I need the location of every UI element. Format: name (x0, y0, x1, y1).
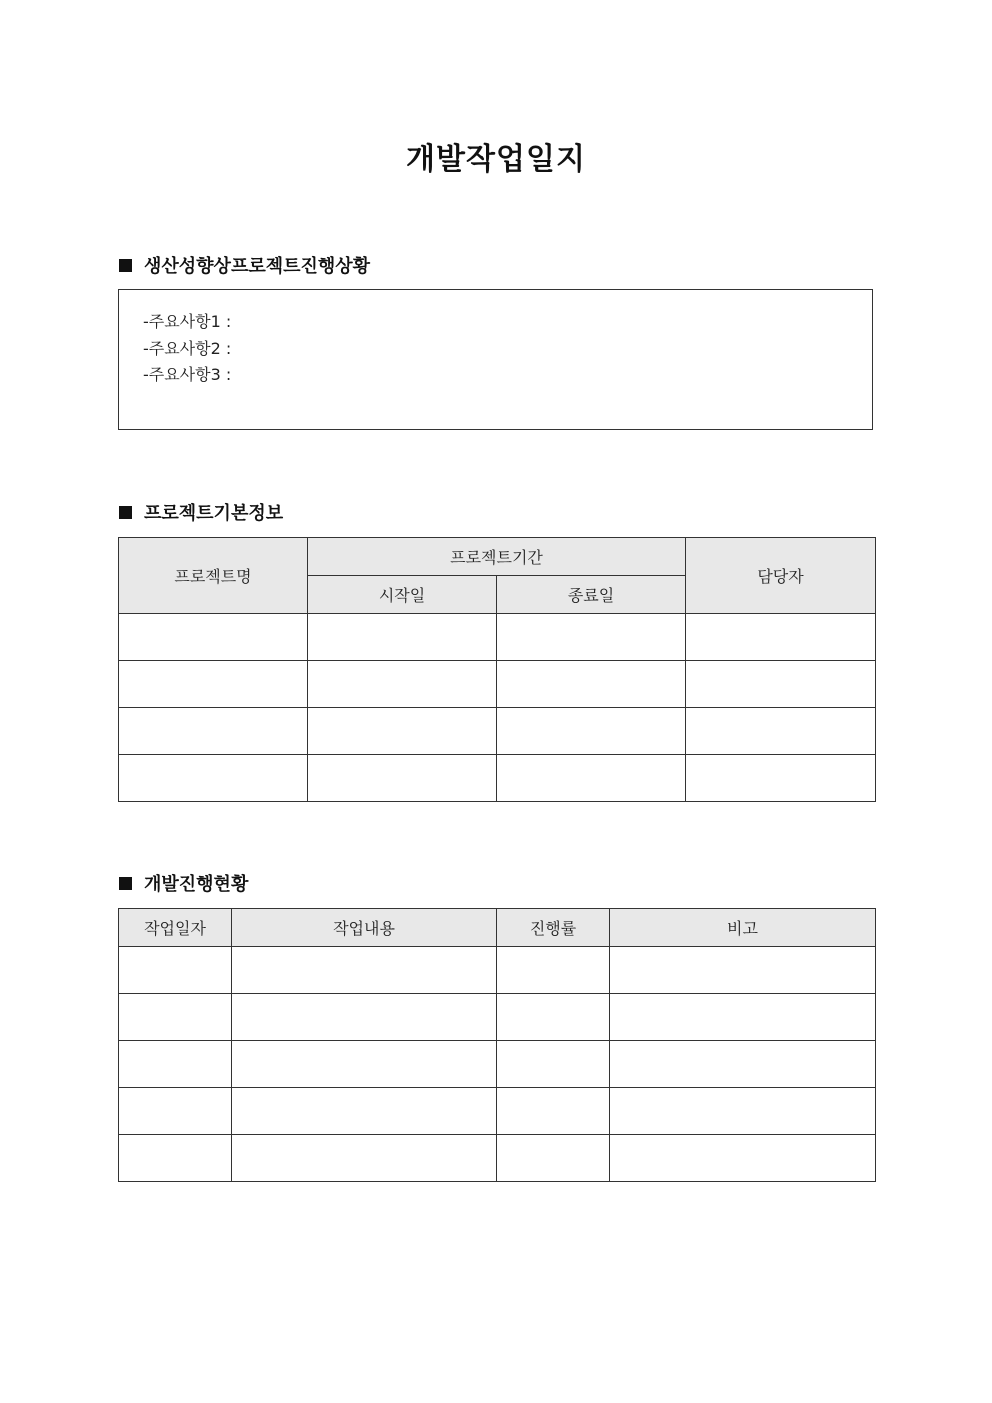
header-project-name: 프로젝트명 (119, 538, 308, 614)
note-line: -주요사항1 : (143, 312, 232, 331)
table-cell[interactable] (232, 1088, 497, 1135)
black-square-icon (119, 877, 132, 890)
header-remarks: 비고 (610, 909, 876, 947)
table-cell[interactable] (686, 755, 876, 802)
table-cell[interactable] (232, 994, 497, 1041)
section-heading-progress (119, 870, 248, 896)
table-cell[interactable] (686, 614, 876, 661)
table-cell[interactable] (119, 1088, 232, 1135)
header-end-date: 종료일 (497, 576, 686, 614)
table-cell[interactable] (497, 1135, 610, 1182)
table-cell[interactable] (119, 994, 232, 1041)
table-cell[interactable] (497, 661, 686, 708)
progress-table (118, 908, 876, 1182)
table-cell[interactable] (610, 1088, 876, 1135)
table-cell[interactable] (119, 947, 232, 994)
header-work-content: 작업내용 (232, 909, 497, 947)
table-cell[interactable] (308, 708, 497, 755)
table-row (119, 614, 876, 661)
document-title: 개발작업일지 (406, 142, 586, 177)
section-heading-label: 프로젝트기본정보 (144, 503, 284, 524)
table-cell[interactable] (119, 614, 308, 661)
section-heading-label: 생산성향상프로젝트진행상황 (144, 256, 371, 277)
table-cell[interactable] (610, 994, 876, 1041)
table-cell[interactable] (232, 947, 497, 994)
table-cell[interactable] (232, 1041, 497, 1088)
table-cell[interactable] (497, 708, 686, 755)
table-row (119, 708, 876, 755)
header-owner: 담당자 (686, 538, 876, 614)
table-row (119, 994, 876, 1041)
table-cell[interactable] (232, 1135, 497, 1182)
black-square-icon (119, 259, 132, 272)
note-line: -주요사항2 : (143, 338, 232, 358)
table-row (119, 1088, 876, 1135)
section-heading-project-info (119, 499, 283, 525)
table-cell[interactable] (308, 755, 497, 802)
table-cell[interactable] (308, 661, 497, 708)
table-cell[interactable] (119, 708, 308, 755)
table-cell[interactable] (497, 1041, 610, 1088)
table-row (119, 1041, 876, 1088)
section-heading-label: 개발진행현황 (144, 874, 249, 895)
table-cell[interactable] (497, 755, 686, 802)
table-cell[interactable] (610, 947, 876, 994)
table-cell[interactable] (119, 755, 308, 802)
table-cell[interactable] (119, 1135, 232, 1182)
note-line: -주요사항3 : (143, 365, 232, 384)
table-cell[interactable] (686, 661, 876, 708)
table-cell[interactable] (610, 1135, 876, 1182)
table-row (119, 755, 876, 802)
project-info-table (118, 537, 876, 802)
table-cell[interactable] (610, 1041, 876, 1088)
table-cell[interactable] (119, 1041, 232, 1088)
header-work-date: 작업일자 (119, 909, 232, 947)
table-cell[interactable] (497, 994, 610, 1041)
header-project-period: 프로젝트기간 (308, 538, 686, 576)
notes-box[interactable] (118, 289, 873, 430)
table-cell[interactable] (497, 947, 610, 994)
table-cell[interactable] (308, 614, 497, 661)
table-cell[interactable] (686, 708, 876, 755)
table-row (119, 947, 876, 994)
table-cell[interactable] (119, 661, 308, 708)
table-row (119, 661, 876, 708)
header-progress-rate: 진행률 (497, 909, 610, 947)
table-row (119, 1135, 876, 1182)
header-start-date: 시작일 (308, 576, 497, 614)
table-cell[interactable] (497, 614, 686, 661)
black-square-icon (119, 506, 132, 519)
section-heading-status (119, 252, 370, 278)
table-cell[interactable] (497, 1088, 610, 1135)
